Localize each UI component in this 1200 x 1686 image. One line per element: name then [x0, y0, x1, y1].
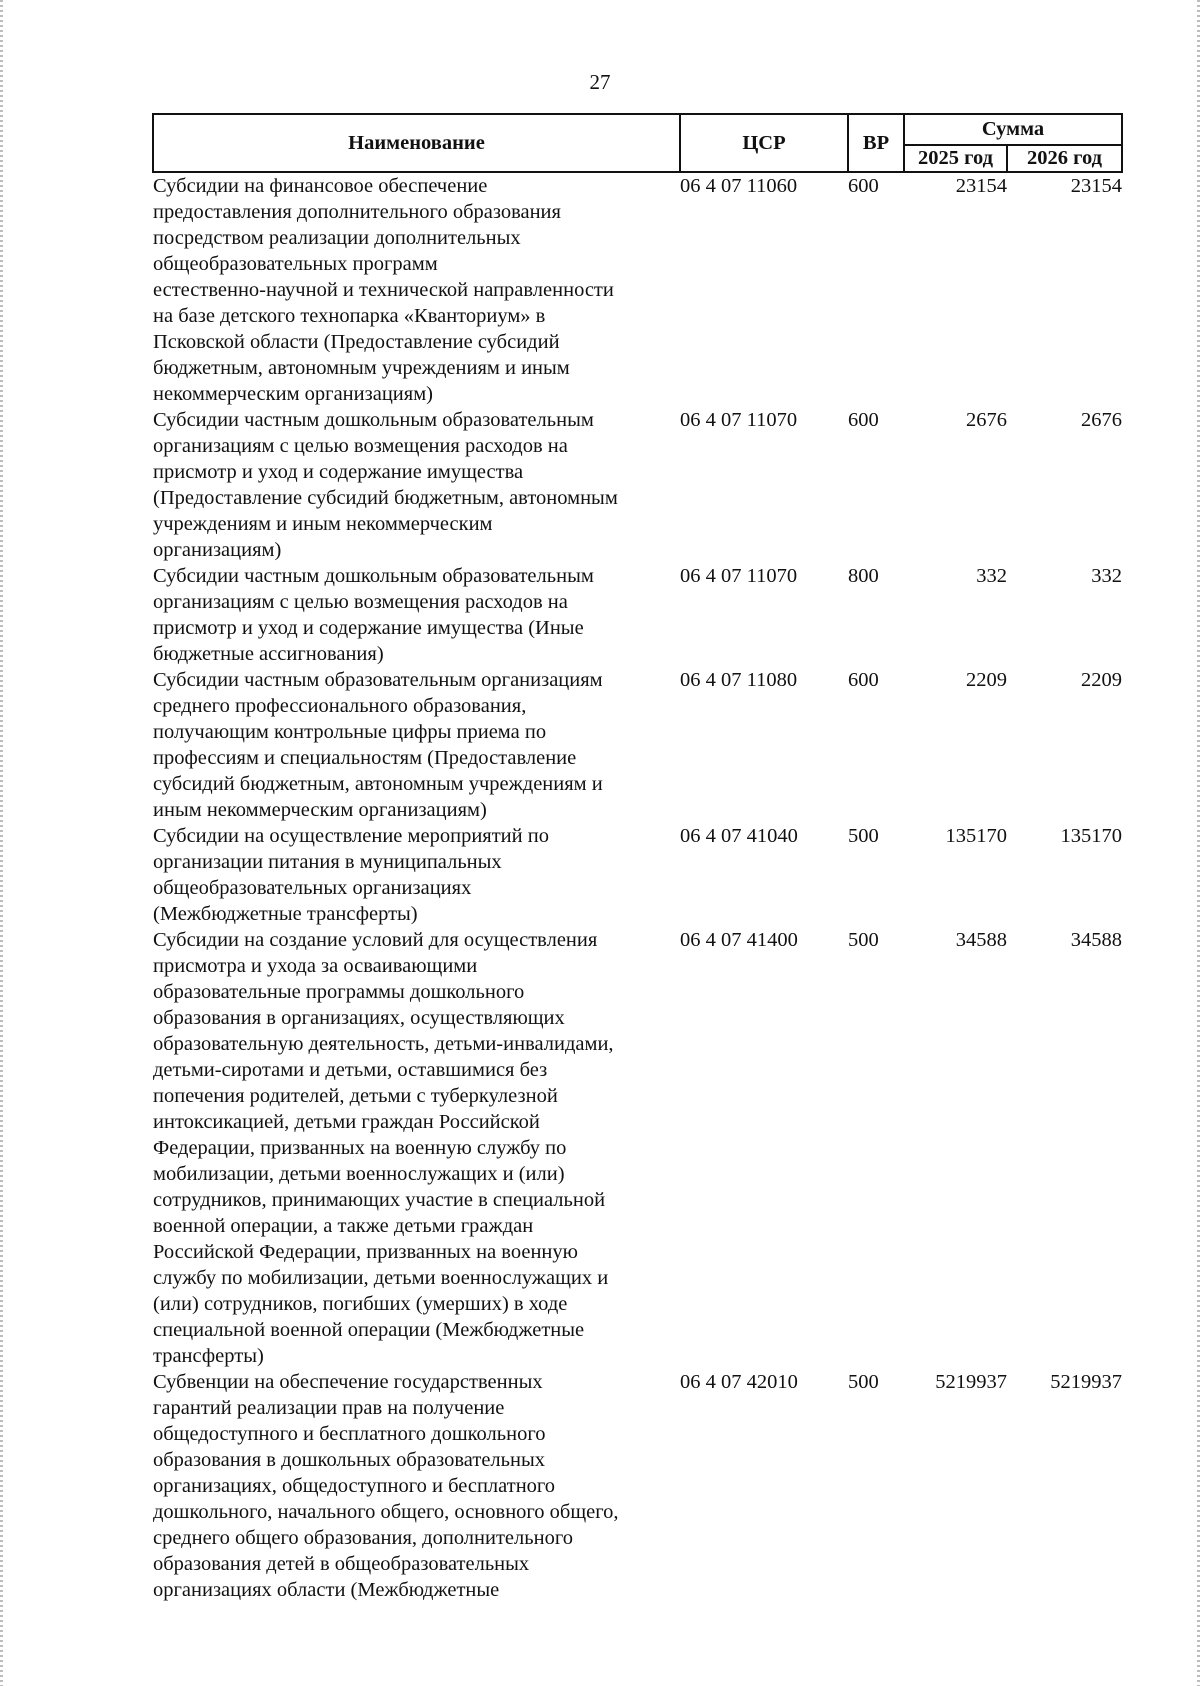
row-name-line: дошкольного, начального общего, основного общего, — [153, 1501, 619, 1523]
row-name-line: попечения родителей, детьми с туберкулезной — [153, 1085, 558, 1107]
row-name-line: присмотра и ухода за осваивающими — [153, 955, 478, 977]
row-vr: 500 — [848, 825, 879, 847]
row-vr: 800 — [848, 565, 879, 587]
table-row — [153, 823, 1122, 927]
row-name — [153, 407, 680, 563]
row-name-line: Субсидии частным дошкольным образовательным — [153, 565, 594, 587]
row-name-line: мобилизации, детьми военнослужащих и (или) — [153, 1163, 565, 1185]
row-sum-2026: 2209 — [1081, 669, 1122, 691]
row-name — [153, 927, 680, 1369]
row-name-line: субсидий бюджетным, автономным учреждениям и — [153, 773, 603, 795]
header-year-2026: 2026 год — [1007, 145, 1122, 172]
row-name-line: на базе детского технопарка «Кванториум» в — [153, 305, 546, 327]
row-name-line: посредством реализации дополнительных — [153, 227, 521, 249]
row-sum-2025: 2209 — [966, 669, 1007, 691]
row-name-line: предоставления дополнительного образования — [153, 201, 561, 223]
row-name-line: детьми-сиротами и детьми, оставшимися без — [153, 1059, 548, 1081]
row-sum-2025: 135170 — [945, 825, 1007, 847]
row-sum-2025: 5219937 — [935, 1371, 1007, 1393]
table-row — [153, 172, 1122, 407]
row-vr: 500 — [848, 1371, 879, 1393]
row-name-line: службу по мобилизации, детьми военнослужащих и — [153, 1267, 609, 1289]
row-name-line: организациям с целью возмещения расходов на — [153, 435, 568, 457]
table-body — [153, 172, 1122, 1603]
row-sum-2025: 332 — [976, 565, 1007, 587]
row-sum-2026: 34588 — [1070, 929, 1122, 951]
row-name — [153, 823, 680, 927]
budget-table — [152, 113, 1123, 1603]
row-name-line: получающим контрольные цифры приема по — [153, 721, 547, 743]
header-csr: ЦСР — [680, 114, 848, 172]
row-name-line: Псковской области (Предоставление субсидий — [153, 331, 560, 353]
row-name-line: бюджетные ассигнования) — [153, 643, 384, 665]
row-name-line: профессиям и специальностям (Предоставление — [153, 747, 577, 769]
row-csr: 06 4 07 11070 — [680, 565, 798, 587]
table-row — [153, 407, 1122, 563]
header-vr: ВР — [848, 114, 904, 172]
row-name-line: интоксикацией, детьми граждан Российской — [153, 1111, 540, 1133]
row-csr: 06 4 07 42010 — [680, 1371, 798, 1393]
row-vr: 600 — [848, 175, 879, 197]
row-name-line: среднего общего образования, дополнительного — [153, 1527, 573, 1549]
row-name-line: (или) сотрудников, погибших (умерших) в ходе — [153, 1293, 568, 1315]
row-name-line: Субсидии частным образовательным организациям — [153, 669, 603, 691]
row-name-line: трансферты) — [153, 1345, 264, 1367]
row-name-line: Субвенции на обеспечение государственных — [153, 1371, 543, 1393]
row-name-line: учреждениям и иным некоммерческим — [153, 513, 493, 535]
row-name-line: общеобразовательных программ — [153, 253, 438, 275]
row-name-line: некоммерческим организациям) — [153, 383, 433, 405]
row-name-line: сотрудников, принимающих участие в специальной — [153, 1189, 606, 1211]
row-name-line: среднего профессионального образования, — [153, 695, 527, 717]
row-name-line: Субсидии на финансовое обеспечение — [153, 175, 488, 197]
row-name-line: организациям) — [153, 539, 282, 561]
row-sum-2026: 135170 — [1060, 825, 1122, 847]
row-name-line: Субсидии на создание условий для осуществления — [153, 929, 598, 951]
row-name-line: военной операции, а также детьми граждан — [153, 1215, 534, 1237]
row-name-line: Субсидии частным дошкольным образовательным — [153, 409, 594, 431]
row-name-line: организациям с целью возмещения расходов на — [153, 591, 568, 613]
row-name — [153, 563, 680, 667]
table-row — [153, 667, 1122, 823]
page-number: 27 — [589, 70, 611, 94]
table-row — [153, 927, 1122, 1369]
table-row — [153, 1369, 1122, 1603]
row-sum-2026: 5219937 — [1050, 1371, 1122, 1393]
row-name-line: Федерации, призванных на военную службу по — [153, 1137, 567, 1159]
table-row — [153, 563, 1122, 667]
table-header — [153, 114, 1122, 172]
row-sum-2026: 23154 — [1070, 175, 1122, 197]
row-sum-2025: 2676 — [966, 409, 1007, 431]
row-vr: 600 — [848, 409, 879, 431]
row-csr: 06 4 07 11080 — [680, 669, 798, 691]
row-name-line: гарантий реализации прав на получение — [153, 1397, 505, 1419]
row-name-line: Субсидии на осуществление мероприятий по — [153, 825, 549, 847]
header-sum: Сумма — [904, 114, 1122, 145]
row-name-line: присмотр и уход и содержание имущества — [153, 461, 524, 483]
row-sum-2026: 2676 — [1081, 409, 1122, 431]
row-name-line: бюджетным, автономным учреждениям и иным — [153, 357, 570, 379]
row-name-line: (Предоставление субсидий бюджетным, автономным — [153, 487, 618, 509]
row-name-line: специальной военной операции (Межбюджетные — [153, 1319, 585, 1341]
row-csr: 06 4 07 11070 — [680, 409, 798, 431]
row-name-line: образования в дошкольных образовательных — [153, 1449, 545, 1471]
row-name-line: образовательную деятельность, детьми-инвалидами, — [153, 1033, 614, 1055]
row-name — [153, 1369, 680, 1603]
row-name — [153, 172, 680, 407]
row-sum-2025: 34588 — [955, 929, 1007, 951]
row-name-line: иным некоммерческим организациям) — [153, 799, 487, 821]
row-name-line: естественно-научной и технической направленности — [153, 279, 614, 301]
row-name-line: организациях области (Межбюджетные — [153, 1579, 500, 1601]
header-name: Наименование — [153, 114, 680, 172]
row-csr: 06 4 07 41400 — [680, 929, 798, 951]
row-vr: 600 — [848, 669, 879, 691]
row-name — [153, 667, 680, 823]
row-name-line: образования детей в общеобразовательных — [153, 1553, 530, 1575]
row-name-line: общеобразовательных организациях — [153, 877, 472, 899]
header-year-2025: 2025 год — [904, 145, 1007, 172]
scan-edge-left — [0, 0, 3, 1686]
row-name-line: (Межбюджетные трансферты) — [153, 903, 418, 925]
row-csr: 06 4 07 41040 — [680, 825, 798, 847]
row-name-line: Российской Федерации, призванных на военную — [153, 1241, 578, 1263]
row-name-line: образовательные программы дошкольного — [153, 981, 525, 1003]
row-sum-2025: 23154 — [955, 175, 1007, 197]
row-name-line: организации питания в муниципальных — [153, 851, 502, 873]
row-name-line: общедоступного и бесплатного дошкольного — [153, 1423, 546, 1445]
row-name-line: организациях, общедоступного и бесплатного — [153, 1475, 556, 1497]
row-sum-2026: 332 — [1091, 565, 1122, 587]
row-vr: 500 — [848, 929, 879, 951]
row-name-line: образования в организациях, осуществляющих — [153, 1007, 565, 1029]
row-name-line: присмотр и уход и содержание имущества (Иные — [153, 617, 584, 639]
row-csr: 06 4 07 11060 — [680, 175, 798, 197]
